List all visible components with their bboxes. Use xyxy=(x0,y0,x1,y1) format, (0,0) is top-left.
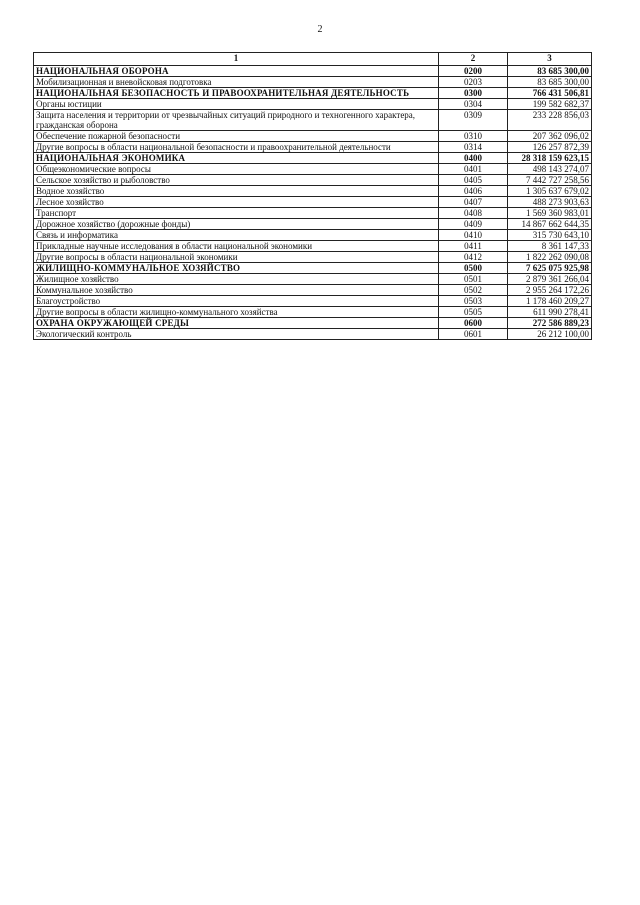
row-name: Коммунальное хозяйство xyxy=(34,285,439,296)
row-code: 0309 xyxy=(439,110,508,131)
row-amount: 7 442 727 258,56 xyxy=(508,175,592,186)
row-code: 0314 xyxy=(439,142,508,153)
row-code: 0503 xyxy=(439,296,508,307)
row-name: ОХРАНА ОКРУЖАЮЩЕЙ СРЕДЫ xyxy=(34,318,439,329)
row-amount: 1 305 637 679,02 xyxy=(508,186,592,197)
row-name: Обеспечение пожарной безопасности xyxy=(34,131,439,142)
table-row xyxy=(34,241,592,252)
row-amount: 207 362 096,02 xyxy=(508,131,592,142)
row-name: Экологический контроль xyxy=(34,329,439,340)
row-amount: 14 867 662 644,35 xyxy=(508,219,592,230)
table-row xyxy=(34,197,592,208)
table-header-row xyxy=(34,53,592,66)
section-row xyxy=(34,318,592,329)
row-amount: 1 822 262 090,08 xyxy=(508,252,592,263)
row-name: Связь и информатика xyxy=(34,230,439,241)
row-amount: 7 625 075 925,98 xyxy=(508,263,592,274)
row-name: НАЦИОНАЛЬНАЯ БЕЗОПАСНОСТЬ И ПРАВООХРАНИТЕЛЬНАЯ ДЕЯТЕЛЬНОСТЬ xyxy=(34,88,439,99)
row-amount: 199 582 682,37 xyxy=(508,99,592,110)
table-row xyxy=(34,208,592,219)
row-amount: 83 685 300,00 xyxy=(508,66,592,77)
table-row xyxy=(34,110,592,131)
row-amount: 2 955 264 172,26 xyxy=(508,285,592,296)
table-row xyxy=(34,252,592,263)
row-name: Жилищное хозяйство xyxy=(34,274,439,285)
row-code: 0501 xyxy=(439,274,508,285)
row-name: Прикладные научные исследования в области национальной экономики xyxy=(34,241,439,252)
header-cell-name: 1 xyxy=(34,53,439,66)
table-row xyxy=(34,131,592,142)
row-code: 0406 xyxy=(439,186,508,197)
row-name: Мобилизационная и вневойсковая подготовка xyxy=(34,77,439,88)
table-row xyxy=(34,307,592,318)
table-row xyxy=(34,99,592,110)
row-code: 0200 xyxy=(439,66,508,77)
row-name: Водное хозяйство xyxy=(34,186,439,197)
row-name: НАЦИОНАЛЬНАЯ ЭКОНОМИКА xyxy=(34,153,439,164)
section-row xyxy=(34,153,592,164)
row-code: 0203 xyxy=(439,77,508,88)
budget-table xyxy=(33,52,592,340)
row-name: Транспорт xyxy=(34,208,439,219)
header-cell-amount: 3 xyxy=(508,53,592,66)
row-amount: 8 361 147,33 xyxy=(508,241,592,252)
row-name: ЖИЛИЩНО-КОММУНАЛЬНОЕ ХОЗЯЙСТВО xyxy=(34,263,439,274)
row-code: 0411 xyxy=(439,241,508,252)
table-row xyxy=(34,164,592,175)
section-row xyxy=(34,263,592,274)
row-amount: 1 178 460 209,27 xyxy=(508,296,592,307)
row-name: Общеэкономические вопросы xyxy=(34,164,439,175)
row-amount: 488 273 903,63 xyxy=(508,197,592,208)
row-amount: 2 879 361 266,04 xyxy=(508,274,592,285)
row-amount: 83 685 300,00 xyxy=(508,77,592,88)
row-code: 0401 xyxy=(439,164,508,175)
row-code: 0408 xyxy=(439,208,508,219)
row-code: 0502 xyxy=(439,285,508,296)
row-name: НАЦИОНАЛЬНАЯ ОБОРОНА xyxy=(34,66,439,77)
row-code: 0410 xyxy=(439,230,508,241)
row-code: 0407 xyxy=(439,197,508,208)
row-code: 0500 xyxy=(439,263,508,274)
table-row xyxy=(34,186,592,197)
row-amount: 26 212 100,00 xyxy=(508,329,592,340)
table-row xyxy=(34,175,592,186)
row-name: Благоустройство xyxy=(34,296,439,307)
table-row xyxy=(34,77,592,88)
table-row xyxy=(34,219,592,230)
section-row xyxy=(34,66,592,77)
row-code: 0505 xyxy=(439,307,508,318)
row-code: 0400 xyxy=(439,153,508,164)
row-name: Другие вопросы в области национальной экономики xyxy=(34,252,439,263)
page-number: 2 xyxy=(317,24,323,35)
table-body xyxy=(34,66,592,340)
row-amount: 233 228 856,03 xyxy=(508,110,592,131)
row-name: Сельское хозяйство и рыболовство xyxy=(34,175,439,186)
table-row xyxy=(34,142,592,153)
row-amount: 498 143 274,07 xyxy=(508,164,592,175)
row-amount: 766 431 506,81 xyxy=(508,88,592,99)
table-row xyxy=(34,285,592,296)
row-code: 0409 xyxy=(439,219,508,230)
row-amount: 272 586 889,23 xyxy=(508,318,592,329)
row-code: 0300 xyxy=(439,88,508,99)
row-code: 0304 xyxy=(439,99,508,110)
row-code: 0405 xyxy=(439,175,508,186)
row-name: Органы юстиции xyxy=(34,99,439,110)
row-amount: 126 257 872,39 xyxy=(508,142,592,153)
section-row xyxy=(34,88,592,99)
row-amount: 1 569 360 983,01 xyxy=(508,208,592,219)
row-amount: 28 318 159 623,15 xyxy=(508,153,592,164)
row-name: Другие вопросы в области национальной безопасности и правоохранительной деятельности xyxy=(34,142,439,153)
row-amount: 315 730 643,10 xyxy=(508,230,592,241)
table-row xyxy=(34,230,592,241)
row-amount: 611 990 278,41 xyxy=(508,307,592,318)
row-code: 0600 xyxy=(439,318,508,329)
header-cell-code: 2 xyxy=(439,53,508,66)
row-code: 0601 xyxy=(439,329,508,340)
row-name: Защита населения и территории от чрезвычайных ситуаций природного и техногенного характера, гражданская оборона xyxy=(34,110,439,131)
table-row xyxy=(34,274,592,285)
row-name: Лесное хозяйство xyxy=(34,197,439,208)
row-name: Дорожное хозяйство (дорожные фонды) xyxy=(34,219,439,230)
table-row xyxy=(34,296,592,307)
row-code: 0310 xyxy=(439,131,508,142)
table-row xyxy=(34,329,592,340)
row-name: Другие вопросы в области жилищно-коммунального хозяйства xyxy=(34,307,439,318)
row-code: 0412 xyxy=(439,252,508,263)
